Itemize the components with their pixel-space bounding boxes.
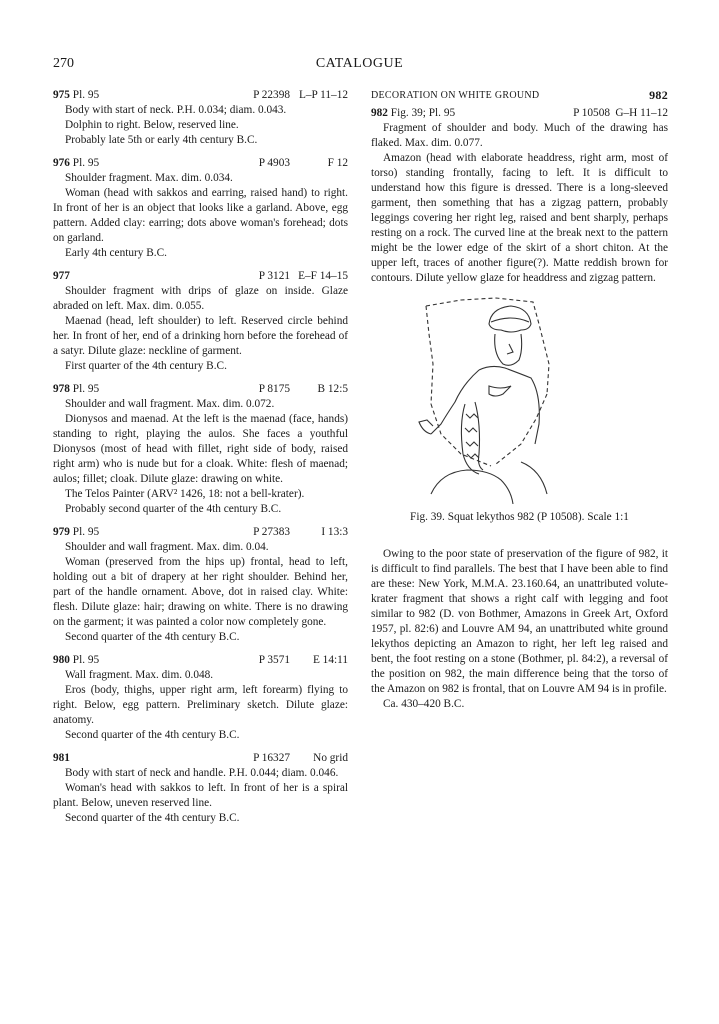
entry-text: Fragment of shoulder and body. Much of the drawing has flaked. Max. dim. 0.077. — [371, 122, 668, 149]
plate-ref: Fig. 39; Pl. 95 — [390, 107, 456, 119]
entry-text: Shoulder fragment. Max. dim. 0.034. — [65, 172, 233, 184]
entry-text: Shoulder and wall fragment. Max. dim. 0.04. — [65, 541, 269, 553]
entry-number: 979 — [53, 526, 70, 538]
accession-number: P 16327 — [253, 752, 290, 764]
catalogue-entry-981 — [53, 751, 348, 826]
accession-number: P 27383 — [253, 526, 290, 538]
entry-header — [53, 156, 348, 171]
entry-text: Second quarter of the 4th century B.C. — [65, 631, 240, 643]
plate-ref: Pl. 95 — [72, 654, 100, 666]
entry-number: 981 — [53, 752, 70, 764]
figure-caption: Fig. 39. Squat lekythos 982 (P 10508). Scale 1:1 — [410, 511, 629, 523]
entry-header — [53, 88, 348, 103]
accession-number: P 3571 — [258, 654, 290, 666]
discussion-text: Owing to the poor state of preservation of the figure of 982, it is difficult to find parallels. The best that I have been able to find are these: New York, M.M.A. 23.160.64, an unattributed volute-krater fragment that shows a right calf with legging and foot similar to 982 (D. von Bothmer, Amazons in Greek Art, Oxford 1957, pl. 82:6) and Louvre AM 94, an unattributed white ground lekythos depicting an Amazon to right, her left leg raised and bent, the foot resting on a stone (Bothmer, pl. 84:2), a reversal of the position on 982, the main difference being that the torso of the Amazon on 982 is frontal, that on Louvre AM 94 is in profile. — [371, 548, 668, 695]
entry-text: Dionysos and maenad. At the left is the maenad (face, hands) standing to right, playing the aulos. She faces a youthful Dionysos (most of head with fillet, right side of body, raised right arm) who is nude but for a cloak. White: flesh of maenad; aulos; fillet; cloak. Dilute glaze: drawing on white. — [53, 413, 348, 485]
left-column — [53, 88, 348, 834]
amazon-drawing — [371, 294, 668, 504]
catalogue-entry-982 — [371, 106, 668, 286]
entry-header — [53, 525, 348, 540]
plate-ref: Pl. 95 — [72, 526, 100, 538]
entry-text: Shoulder and wall fragment. Max. dim. 0.072. — [65, 398, 275, 410]
accession-number: P 10508 — [573, 107, 610, 119]
entry-text: Probably second quarter of the 4th century B.C. — [65, 503, 282, 515]
entry-number: 980 — [53, 654, 70, 666]
entry-number: 978 — [53, 383, 70, 395]
entry-header — [53, 751, 348, 766]
section-title: DECORATION ON WHITE GROUND — [371, 90, 540, 101]
accession-number: P 8175 — [258, 383, 290, 395]
entry-number: 976 — [53, 157, 70, 169]
accession-number: P 22398 — [253, 89, 290, 101]
entry-text: Maenad (head, left shoulder) to left. Reserved circle behind her. In front of her, end of a drinking horn before the forehead of a satyr. Dilute glaze: neckline of garment. — [53, 315, 348, 357]
entry-text: Body with start of neck and handle. P.H. 0.044; diam. 0.046. — [65, 767, 339, 779]
grid-ref: G–H 11–12 — [615, 107, 668, 119]
plate-ref: Pl. 95 — [72, 89, 100, 101]
entry-text: The Telos Painter (ARV² 1426, 18: not a bell-krater). — [65, 488, 305, 500]
grid-ref: No grid — [313, 752, 348, 764]
entry-text: Wall fragment. Max. dim. 0.048. — [65, 669, 214, 681]
grid-ref: I 13:3 — [321, 526, 348, 538]
section-number: 982 — [649, 88, 668, 102]
catalogue-entry-980 — [53, 653, 348, 743]
entry-text: Amazon (head with elaborate headdress, right arm, most of torso) standing frontally, facing to left. It is difficult to understand how this figure is dressed. There is a long-sleeved garment, then something that has a zigzag pattern, probably leggings covering her right leg, raised and bent sharply, perhaps resting on a rock. The curved line at the break next to the pattern might be the lower edge of the skirt of a short chiton. At the upper left, traces of another figure(?). Matte reddish brown for contours. Dilute yellow glaze for headdress and zigzag pattern. — [371, 152, 668, 284]
entry-text: Body with start of neck. P.H. 0.034; diam. 0.043. — [65, 104, 287, 116]
catalogue-entry-976 — [53, 156, 348, 261]
entry-text: Woman (preserved from the hips up) frontal, head to left, holding out a bit of drapery at her right shoulder. Behind her, part of the handle ornament. Above, dot in raised clay. White: flesh. Dilute glaze: hair; drawing on white. There is no drawing on the garment; it was painted a color now completely gone. — [53, 556, 348, 628]
catalogue-entry-975 — [53, 88, 348, 148]
entry-header — [53, 269, 348, 284]
plate-ref: Pl. 95 — [72, 157, 100, 169]
date-line: Ca. 430–420 B.C. — [383, 698, 465, 710]
entry-text: Dolphin to right. Below, reserved line. — [65, 119, 239, 131]
entry-text: Woman (head with sakkos and earring, raised hand) to right. In front of her is an object that looks like a garland. Above, egg pattern. Added clay: earring; dots above woman's forehead; dots on garland. — [53, 187, 348, 244]
entry-text: Probably late 5th or early 4th century B.C. — [65, 134, 258, 146]
grid-ref: E 14:11 — [312, 654, 348, 666]
entry-number: 975 — [53, 89, 70, 101]
right-column — [371, 88, 668, 712]
catalogue-entry-979 — [53, 525, 348, 645]
section-heading — [371, 88, 668, 103]
catalogue-entry-977 — [53, 269, 348, 374]
entry-text: Second quarter of the 4th century B.C. — [65, 729, 240, 741]
accession-number: P 3121 — [258, 270, 290, 282]
accession-number: P 4903 — [258, 157, 290, 169]
entry-text: Early 4th century B.C. — [65, 247, 167, 259]
entry-header — [371, 106, 668, 121]
entry-number: 982 — [371, 107, 388, 119]
grid-ref: E–F 14–15 — [298, 270, 348, 282]
grid-ref: B 12:5 — [317, 383, 348, 395]
catalogue-entry-978 — [53, 382, 348, 517]
grid-ref: L–P 11–12 — [298, 89, 348, 101]
page-number: 270 — [53, 56, 74, 71]
running-title: CATALOGUE — [315, 56, 404, 71]
figure-39-drawing — [371, 294, 668, 504]
entry-header — [53, 653, 348, 668]
entry-number: 977 — [53, 270, 70, 282]
entry-text: Eros (body, thighs, upper right arm, left forearm) flying to right. Below, egg pattern. Preliminary sketch. Dilute glaze: anatomy. — [53, 684, 348, 726]
entry-text: Shoulder fragment with drips of glaze on inside. Glaze abraded on left. Max. dim. 0.055. — [53, 285, 348, 312]
entry-text: Woman's head with sakkos to left. In front of her is a spiral plant. Below, uneven reserved line. — [53, 782, 348, 809]
grid-ref: F 12 — [327, 157, 348, 169]
entry-text: First quarter of the 4th century B.C. — [65, 360, 227, 372]
entry-header — [53, 382, 348, 397]
entry-text: Second quarter of the 4th century B.C. — [65, 812, 240, 824]
plate-ref: Pl. 95 — [72, 383, 100, 395]
